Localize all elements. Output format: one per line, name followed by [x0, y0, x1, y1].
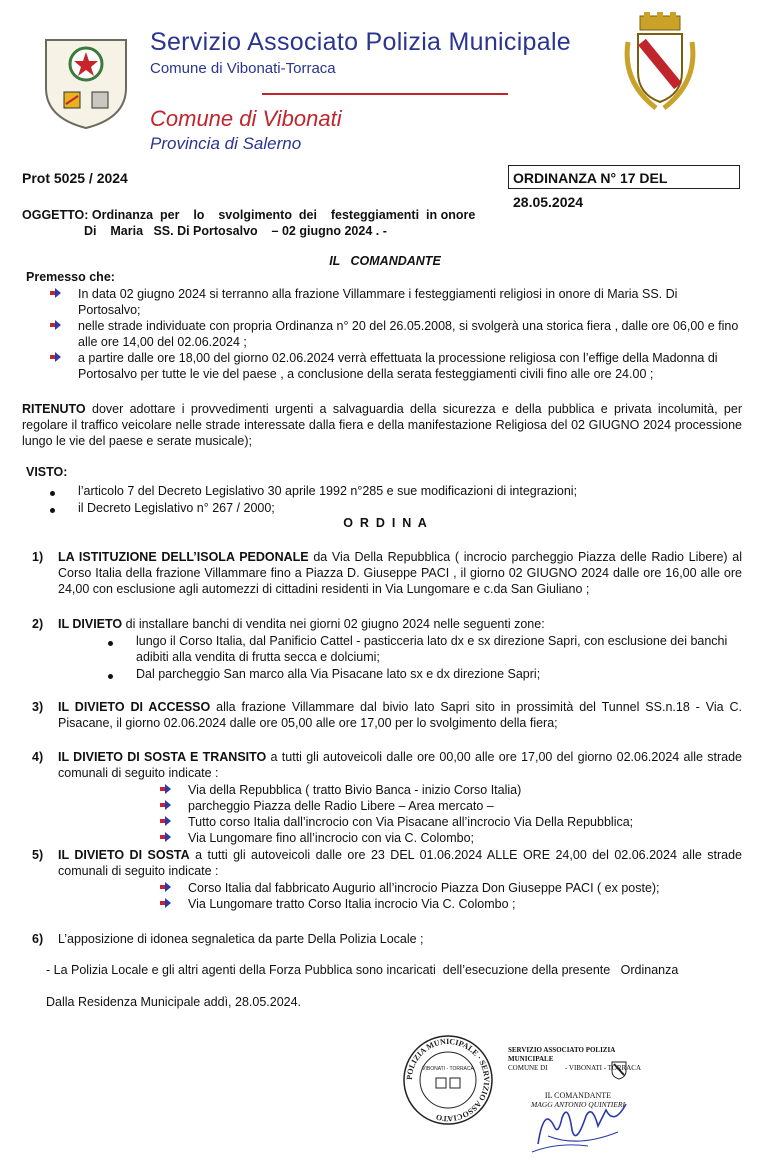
ordinanza-number-box: ORDINANZA N° 17 DEL 28.05.2024: [508, 165, 740, 189]
item-number: 1): [32, 550, 44, 564]
incaricati-line: - La Polizia Locale e gli altri agenti della Forza Pubblica sono incaricati dell’esecuzione della presente Ordinanza: [46, 963, 679, 977]
item-bold: LA ISTITUZIONE DELL’ISOLA PEDONALE: [58, 550, 309, 564]
arrow-bullet-icon: [160, 815, 172, 827]
premesso-item-2: [52, 318, 742, 350]
ordina-5-sub-1: [160, 880, 760, 896]
item-text: di installare banchi di vendita nei giorni 02 giugno 2024 nelle seguenti zone:: [122, 617, 545, 631]
arrow-bullet-icon: [160, 881, 172, 893]
visto-item-2: [52, 500, 742, 516]
police-stamp-seal: [402, 1034, 494, 1126]
item-text: da Via Della Repubblica ( incrocio parcheggio Piazza delle Radio Libere) al Corso Italia della frazione Villammare fino a Piazza D. Giuseppe PACI , il giorno 02 GIUGNO 2024 dalle ore 16,00 alle ore 24,00 con esclusione agli automezzi di cittadini residenti in Via Lungomare e c.da San Giuliano ;: [58, 550, 743, 596]
stamp-inner-text: VIBONATI - TORRACA: [422, 1066, 474, 1072]
premesso-label: Premesso che:: [26, 270, 115, 284]
dot-bullet-icon: [108, 641, 113, 646]
ordina-heading: O R D I N A: [343, 516, 427, 530]
sub-text: Via Lungomare fino all’incrocio con via C. Colombo;: [188, 831, 475, 845]
ritenuto-label: RITENUTO: [22, 402, 86, 416]
ordina-4-sub-3: [160, 814, 760, 830]
item-number: 2): [32, 617, 44, 631]
dot-bullet-icon: [108, 674, 113, 679]
item-bold: IL DIVIETO DI SOSTA E TRANSITO: [58, 750, 267, 764]
item-bold: IL DIVIETO DI SOSTA: [58, 848, 190, 862]
arrow-bullet-icon: [50, 319, 62, 331]
stamp-ring-text: POLIZIA MUNICIPALE · SERVIZIO ASSOCIATO: [404, 1036, 492, 1124]
sub-text: Via Lungomare tratto Corso Italia incrocio Via C. Colombo ;: [188, 897, 516, 911]
visto-text-1: l’articolo 7 del Decreto Legislativo 30 aprile 1992 n°285 e sue modificazioni di integrazioni;: [78, 484, 578, 498]
signature-role: IL COMANDANTE: [544, 1091, 612, 1100]
sub-text: parcheggio Piazza delle Radio Libere – Area mercato –: [188, 799, 494, 813]
ritenuto-text: dover adottare i provvedimenti urgenti a salvaguardia della sicurezza e della pubblica e privata incolumità, per regolare il traffico veicolare nelle strade interessate dalla fiera e della manifestazione Religiosa del 02 GIUGNO 2024 processione lungo le vie del paese e serate musicale);: [22, 402, 742, 448]
ordina-item-4: [32, 749, 742, 781]
ritenuto-paragraph: [22, 401, 742, 449]
signature-name: MAGG ANTONIO QUINTIERI: [531, 1100, 625, 1109]
item-number: 3): [32, 700, 44, 714]
sub-text: Corso Italia dal fabbricato Augurio all’incrocio Piazza Don Giuseppe PACI ( ex poste);: [188, 881, 660, 895]
arrow-bullet-icon: [50, 287, 62, 299]
ordina-item-3: [32, 699, 742, 731]
small-crest-icon: [610, 1060, 628, 1080]
comune-title: Comune di Vibonati: [150, 106, 342, 131]
provincia-title: Provincia di Salerno: [150, 134, 302, 153]
sub-text: Via della Repubblica ( tratto Bivio Banca - inizio Corso Italia): [188, 783, 522, 797]
premesso-item-3: [52, 350, 742, 382]
handwritten-signature: [528, 1096, 638, 1156]
oggetto-line-2: Di Maria SS. Di Portosalvo – 02 giugno 2024 . -: [84, 224, 387, 238]
ordina-2-sub-2: [110, 666, 742, 682]
item-text: L’apposizione di idonea segnaletica da parte Della Polizia Locale ;: [58, 932, 424, 946]
arrow-bullet-icon: [160, 831, 172, 843]
premesso-text-3: a partire dalle ore 18,00 del giorno 02.06.2024 verrà effettuata la processione religiosa con l’effige della Madonna di Portosalvo per tutte le vie del paese , a conclusione della serata festeggiamenti civili fino alle ore 24.00 ;: [78, 351, 718, 381]
item-text: a tutti gli autoveicoli dalle ore 00,00 alle ore 17,00 del giorno 02.06.2024 alle strade comunali di seguito indicate :: [58, 750, 742, 780]
premesso-text-2: nelle strade individuate con propria Ordinanza n° 20 del 26.05.2008, si svolgerà una storica fiera , dalle ore 06,00 e fino alle ore 14,00 del 02.06.2024 ;: [78, 319, 739, 349]
arrow-bullet-icon: [160, 897, 172, 909]
oggetto-line-1: Ordinanza per lo svolgimento dei festeggiamenti in onore: [91, 208, 476, 222]
signature-line-1: SERVIZIO ASSOCIATO POLIZIA MUNICIPALE: [508, 1046, 615, 1063]
ordina-2-sub-1: [110, 633, 742, 665]
sub-text: Dal parcheggio San marco alla Via Pisacane lato sx e dx direzione Sapri;: [136, 667, 541, 681]
arrow-bullet-icon: [160, 783, 172, 795]
ordina-4-sub-2: [160, 798, 760, 814]
arrow-bullet-icon: [50, 351, 62, 363]
ordina-item-5: [32, 847, 742, 879]
ordina-4-sub-1: [160, 782, 760, 798]
item-bold: IL DIVIETO DI ACCESSO: [58, 700, 211, 714]
comandante-heading: IL COMANDANTE: [329, 254, 441, 268]
visto-label: VISTO:: [26, 465, 68, 479]
service-subtitle: Comune di Vibonati-Torraca: [150, 60, 336, 77]
premesso-text-1: In data 02 giugno 2024 si terranno alla frazione Villammare i festeggiamenti religiosi in onore di Maria SS. Di Portosalvo;: [78, 287, 678, 317]
visto-item-1: [52, 483, 742, 499]
signature-line-2: COMUNE DI - VIBONATI - TORRACA: [508, 1064, 642, 1072]
header-divider: [262, 93, 508, 95]
ordina-item-6: [32, 931, 742, 947]
item-number: 6): [32, 932, 44, 946]
oggetto-block: [22, 207, 475, 239]
item-number: 5): [32, 848, 44, 862]
arrow-bullet-icon: [160, 799, 172, 811]
item-text: alla frazione Villammare dal bivio lato Sapri sito in prossimità del Tunnel SS.n.18 - Via C. Pisacane, il giorno 02.06.2024 dalle ore 05,00 alle ore 17,00 per lo svolgimento della fiera;: [58, 700, 742, 730]
dot-bullet-icon: [50, 491, 55, 496]
police-crest-logo: [38, 30, 134, 130]
item-text: a tutti gli autoveicoli dalle ore 23 DEL 01.06.2024 ALLE ORE 24,00 del 02.06.2024 alle strade comunali di seguito indicate :: [58, 848, 743, 878]
ordina-4-sub-4: [160, 830, 760, 846]
dot-bullet-icon: [50, 508, 55, 513]
item-number: 4): [32, 750, 44, 764]
residenza-line: Dalla Residenza Municipale addì, 28.05.2024.: [46, 995, 302, 1009]
sub-text: lungo il Corso Italia, dal Panificio Cattel - pasticceria lato dx e sx direzione Sapri, con esclusione dei banchi adibiti alla vendita di frutta secca e dolciumi;: [136, 634, 728, 664]
oggetto-label: OGGETTO:: [22, 208, 89, 222]
comune-coat-of-arms-logo: [620, 12, 700, 114]
item-bold: IL DIVIETO: [58, 617, 123, 631]
ordina-5-sub-2: [160, 896, 760, 912]
visto-text-2: il Decreto Legislativo n° 267 / 2000;: [78, 501, 275, 515]
protocol-number: Prot 5025 / 2024: [22, 170, 128, 186]
premesso-item-1: [52, 286, 742, 318]
ordina-item-2: [32, 616, 742, 632]
svg-text:POLIZIA MUNICIPALE · SERVIZIO: [405, 1037, 491, 1123]
ordina-item-1: [32, 549, 742, 597]
service-title: Servizio Associato Polizia Municipale: [150, 28, 572, 56]
sub-text: Tutto corso Italia dall’incrocio con Via Pisacane all’incrocio Via Della Repubblica;: [188, 815, 634, 829]
